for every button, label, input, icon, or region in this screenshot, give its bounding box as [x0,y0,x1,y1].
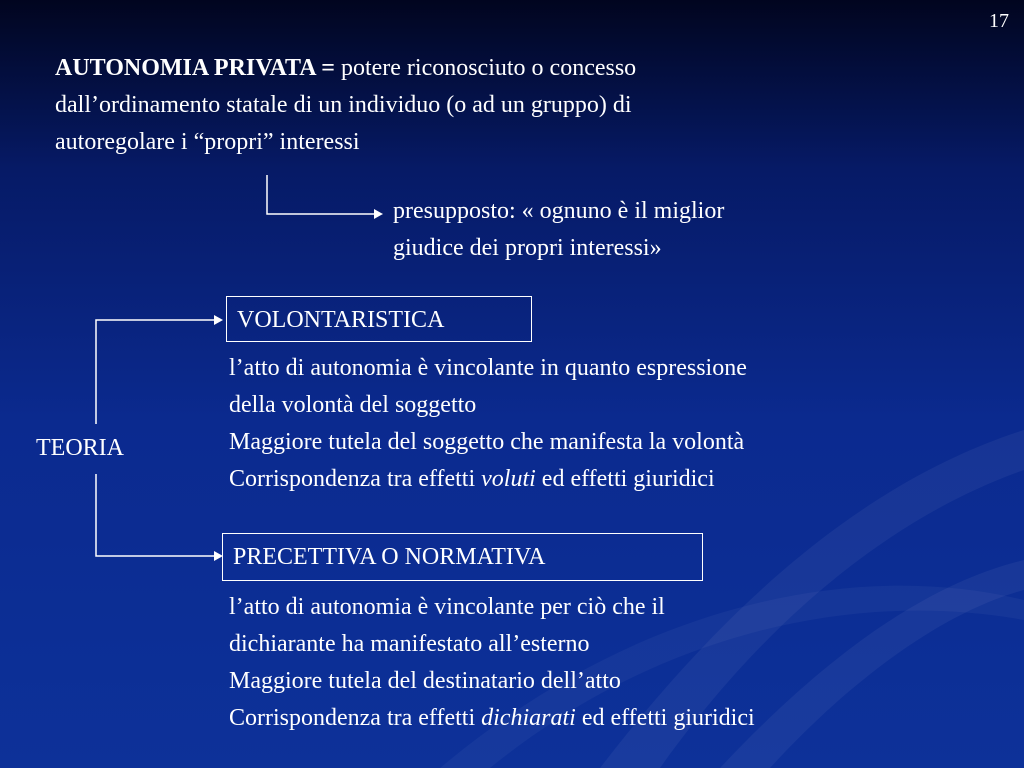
volontaristica-emphasis: voluti [481,466,536,492]
definition-line-2: dall’ordinamento statale di un individuo (o ad un gruppo) di [55,92,632,118]
theory-label: TEORIA [36,435,124,461]
volontaristica-line-3: Maggiore tutela del soggetto che manifesta la volontà [229,429,745,455]
precettiva-line-1: l’atto di autonomia è vincolante per ciò che il [229,594,665,620]
definition-term: AUTONOMIA PRIVATA = [55,55,335,81]
volontaristica-connector [96,320,214,424]
slide-number: 17 [989,10,1009,32]
precettiva-emphasis: dichiarati [481,705,576,731]
definition-text-1: potere riconosciuto o concesso [340,55,637,81]
precettiva-line-4-start: Corrispondenza tra effetti [229,705,482,731]
premise-line-2: giudice dei propri interessi» [393,235,662,261]
precettiva-line-3: Maggiore tutela del destinatario dell’atto [229,668,621,694]
precettiva-box: PRECETTIVA O NORMATIVA [222,533,703,581]
volontaristica-line-4 [229,461,715,498]
volontaristica-box: VOLONTARISTICA [226,296,532,342]
precettiva-line-2: dichiarante ha manifestato all’esterno [229,631,590,657]
volontaristica-line-4-start: Corrispondenza tra effetti [229,466,482,492]
volontaristica-arrowhead [214,315,223,325]
volontaristica-line-1: l’atto di autonomia è vincolante in quanto espressione [229,355,747,381]
volontaristica-line-2: della volontà del soggetto [229,392,477,418]
precettiva-line-4 [229,700,755,737]
definition-line-3: autoregolare i “propri” interessi [55,129,360,155]
premise-arrowhead [374,209,383,219]
premise-line-1: presupposto: « ognuno è il miglior [393,198,725,224]
precettiva-connector [96,474,214,556]
volontaristica-line-4-end: ed effetti giuridici [535,466,715,492]
precettiva-line-4-end: ed effetti giuridici [575,705,755,731]
premise-connector [267,175,374,214]
